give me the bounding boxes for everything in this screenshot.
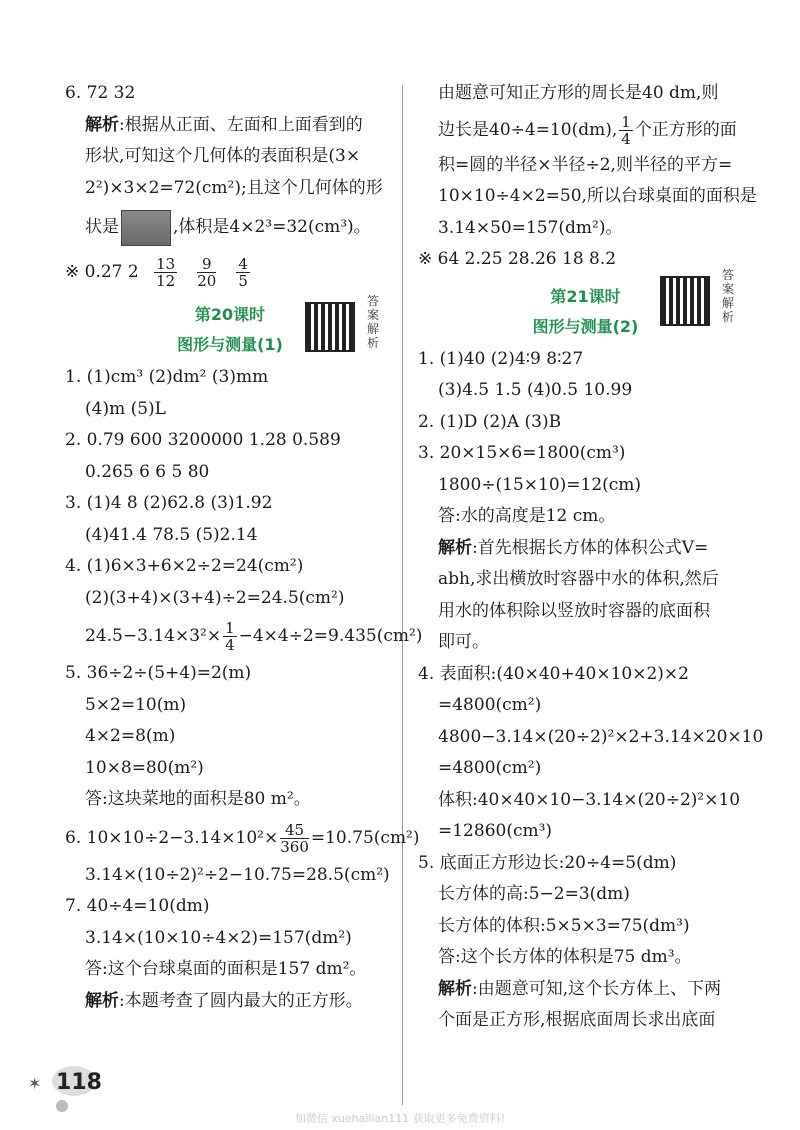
analysis-line: 解析:首先根据长方体的体积公式V= (438, 537, 709, 558)
analysis-line: 状是 ,体积是4×2³=32(cm³)。 (65, 204, 395, 250)
lesson-header (65, 294, 395, 358)
qr-caption: 答案解析 (722, 267, 735, 324)
lesson-title: 第20课时 (194, 305, 266, 324)
watermark: 加微信 xuehailian111 获取更多免费资料! (294, 1112, 506, 1125)
lesson-subtitle: 图形与测量(1) (177, 335, 283, 354)
answer-line: 5. 36÷2÷(5+4)=2(m) (65, 663, 252, 683)
analysis-line: 解析:由题意可知,这个长方体上、下两 (438, 978, 722, 999)
fraction: $\frac{1}{4}$ (621, 112, 631, 148)
analysis-line: 用水的体积除以竖放时容器的底面积 (438, 600, 710, 621)
answer-line: 6. 10×10÷2−3.14×10²× $\frac{45}{360}$ =10.75(cm²) (65, 820, 420, 856)
answer-line: 5. 底面正方形边长:20÷4=5(dm) (418, 852, 677, 873)
answer-line: =12860(cm³) (438, 821, 553, 841)
cube-solid-image (121, 210, 171, 246)
analysis-line: 2²)×3×2=72(cm²);且这个几何体的形 (85, 177, 383, 198)
answer-line: =4800(cm²) (438, 758, 542, 778)
extra-answers: ※ 0.27 2 $\frac{13}{12}$ $\frac{9}{20}$ $\frac{4}{5}$ (65, 250, 395, 294)
qr-code[interactable] (660, 276, 710, 326)
fraction: $\frac{1}{4}$ (225, 619, 235, 654)
fraction (236, 256, 250, 289)
answer-line: 4. (1)6×3+6×2÷2=24(cm²) (65, 556, 304, 576)
answer-line: 10×8=80(m²) (85, 757, 204, 778)
analysis-line: 即可。 (438, 632, 489, 652)
fraction-denominator: 12 (156, 272, 176, 290)
answer-line: 长方体的高:5−2=3(dm) (438, 884, 630, 904)
analysis-line: 解析:本题考查了圆内最大的正方形。 (85, 990, 363, 1011)
analysis-line: 10×10÷4×2=50,所以台球桌面的面积是 (438, 186, 757, 206)
answer-6: 6. 72 32 (65, 83, 136, 103)
analysis-line: 解析:根据从正面、左面和上面看到的 (85, 114, 363, 135)
left-column (65, 78, 423, 1017)
answer-line: 1. (1)cm³ (2)dm² (3)mm (65, 367, 269, 387)
answer-block (65, 362, 423, 1017)
right-column (418, 78, 764, 1037)
answer-line: 4×2=8(m) (85, 726, 176, 746)
answer-line: (3)4.5 1.5 (4)0.5 10.99 (438, 380, 633, 400)
answer-line: 答:这个台球桌面的面积是157 dm²。 (85, 959, 367, 979)
answer-line: 答:这个长方体的体积是75 dm³。 (438, 947, 692, 967)
qr-caption: 答案解析 (367, 294, 380, 350)
answer-line: 3. 20×15×6=1800(cm³) (418, 443, 626, 463)
answer-line: 长方体的体积:5×5×3=75(dm³) (438, 915, 690, 936)
answer-line: 4. 表面积:(40×40+40×10×2)×2 (418, 663, 689, 684)
fraction-numerator: 9 (197, 256, 216, 273)
answer-line: 体积:40×40×10−3.14×(20÷2)²×10 (438, 789, 741, 810)
lesson-header (418, 267, 753, 340)
answer-line: (4)41.4 78.5 (5)2.14 (85, 524, 258, 545)
answer-line: 答:水的高度是12 cm。 (438, 506, 616, 526)
answer-line: 0.265 6 6 5 80 (85, 461, 210, 482)
answer-line: 3.14×(10÷2)²÷2−10.75=28.5(cm²) (85, 864, 390, 885)
lesson-title: 第21课时 (550, 286, 621, 306)
analysis-line: 个面是正方形,根据底面周长求出底面 (438, 1010, 716, 1030)
analysis-line: 3.14×50=157(dm²)。 (438, 217, 623, 238)
fraction-denominator: 5 (238, 272, 248, 290)
answer-line: (2)(3+4)×(3+4)÷2=24.5(cm²) (85, 587, 345, 608)
answer-line: 4800−3.14×(20÷2)²×2+3.14×20×10 (438, 726, 764, 747)
answer-line: 2. (1)D (2)A (3)B (418, 411, 562, 432)
fraction: $\frac{45}{360}$ (280, 820, 309, 856)
fraction-denominator: 20 (197, 272, 217, 290)
page-number: 118 (56, 1070, 102, 1095)
qr-code[interactable] (305, 302, 355, 352)
answer-line: (4)m (5)L (85, 398, 166, 419)
answer-line: 2. 0.79 600 3200000 1.28 0.589 (65, 430, 341, 450)
answer-line: 24.5−3.14×3²× $\frac{1}{4}$ −4×4÷2=9.435(cm²) (85, 619, 423, 654)
star-icon: ✶ (28, 1074, 42, 1093)
fraction (154, 256, 177, 289)
answer-line: =4800(cm²) (438, 695, 542, 715)
analysis-line: abh,求出横放时容器中水的体积,然后 (438, 569, 719, 589)
answer-line: 1. (1)40 (2)4∶9 8∶27 (418, 348, 584, 369)
analysis-line: 由题意可知正方形的周长是40 dm,则 (438, 83, 719, 103)
fraction-numerator: 13 (156, 255, 176, 273)
analysis-line: 形状,可知这个几何体的表面积是(3× (85, 146, 361, 166)
answer-line: 5×2=10(m) (85, 694, 187, 715)
answer-block (418, 344, 764, 1037)
analysis-line: 边长是40÷4=10(dm), $\frac{1}{4}$ 个正方形的面 (438, 112, 737, 148)
lesson-subtitle: 图形与测量(2) (532, 316, 639, 336)
fraction-numerator: 4 (238, 255, 248, 273)
answer-line: 3.14×(10×10÷4×2)=157(dm²) (85, 927, 352, 948)
fraction (197, 256, 216, 289)
answer-line: 答:这块菜地的面积是80 m²。 (85, 789, 311, 809)
answer-line: 3. (1)4 8 (2)62.8 (3)1.92 (65, 493, 273, 513)
extra-answers: ※ 64 2.25 28.26 18 8.2 (418, 249, 617, 269)
answer-line: 1800÷(15×10)=12(cm) (438, 474, 642, 495)
analysis-line: 积=圆的半径×半径÷2,则半径的平方= (438, 154, 733, 175)
column-divider (402, 85, 403, 1105)
answer-line: 7. 40÷4=10(dm) (65, 896, 210, 916)
